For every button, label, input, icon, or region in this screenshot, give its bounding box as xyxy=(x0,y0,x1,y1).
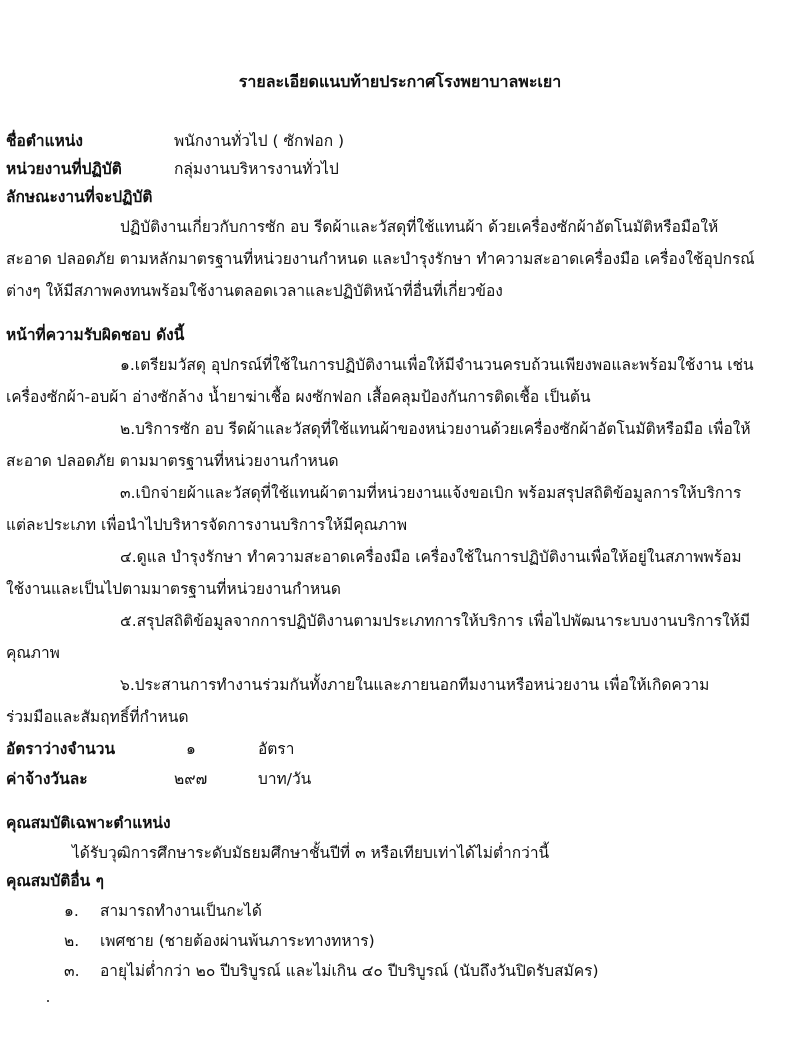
vacancy-label: อัตราว่างจำนวน xyxy=(6,740,116,758)
duty-item-continuation: สะอาด ปลอดภัย ตามมาตรฐานที่หน่วยงานกำหนด xyxy=(6,452,339,470)
department-value: กลุ่มงานบริหารงานทั่วไป xyxy=(174,160,339,178)
duty-item-continuation: คุณภาพ xyxy=(6,644,60,662)
duty-item-continuation: ใช้งานและเป็นไปตามมาตรฐานที่หน่วยงานกำหนด xyxy=(6,580,341,598)
vacancy-number: ๑ xyxy=(186,740,196,758)
other-qual-item-number: ๒. xyxy=(64,932,80,950)
duty-item-continuation: เครื่องซักผ้า-อบผ้า อ่างซักล้าง น้ำยาฆ่าเชื้อ ผงซักฟอก เสื้อคลุมป้องกันการติดเชื้อ เป็นต้น xyxy=(6,388,591,406)
duty-item-first-line: ๑.เตรียมวัสดุ อุปกรณ์ที่ใช้ในการปฏิบัติงานเพื่อให้มีจำนวนครบถ้วนเพียงพอและพร้อมใช้งาน เช่น xyxy=(120,356,754,374)
duty-item-continuation: ร่วมมือและสัมฤทธิ์ที่กำหนด xyxy=(6,708,189,726)
job-nature-line: ต่างๆ ให้มีสภาพคงทนพร้อมใช้งานตลอดเวลาและปฏิบัติหน้าที่อื่นที่เกี่ยวข้อง xyxy=(6,282,503,300)
duty-item-first-line: ๔.ดูแล บำรุงรักษา ทำความสะอาดเครื่องมือ เครื่องใช้ในการปฏิบัติงานเพื่อให้อยู่ในสภาพพร้อม xyxy=(120,548,742,566)
duty-item-first-line: ๓.เบิกจ่ายผ้าและวัสดุที่ใช้แทนผ้าตามที่หน่วยงานแจ้งขอเบิก พร้อมสรุปสถิติข้อมูลการให้บริการ xyxy=(120,484,742,502)
vacancy-unit: อัตรา xyxy=(258,740,295,758)
specific-qual-text: ได้รับวุฒิการศึกษาระดับมัธยมศึกษาชั้นปีที่ ๓ หรือเทียบเท่าได้ไม่ต่ำกว่านี้ xyxy=(72,844,550,862)
other-qual-item-text: สามารถทำงานเป็นกะได้ xyxy=(100,902,262,920)
duty-item-continuation: แต่ละประเภท เพื่อนำไปบริหารจัดการงานบริการให้มีคุณภาพ xyxy=(6,516,408,534)
duties-heading: หน้าที่ความรับผิดชอบ ดังนี้ xyxy=(6,326,185,344)
job-nature-heading: ลักษณะงานที่จะปฏิบัติ xyxy=(6,188,153,206)
other-qual-item-number: ๓. xyxy=(64,962,80,980)
duty-item-first-line: ๒.บริการซัก อบ รีดผ้าและวัสดุที่ใช้แทนผ้าของหน่วยงานด้วยเครื่องซักผ้าอัตโนมัติหรือมือ เพื่อให้ xyxy=(120,420,751,438)
job-nature-line: สะอาด ปลอดภัย ตามหลักมาตรฐานที่หน่วยงานกำหนด และบำรุงรักษา ทำความสะอาดเครื่องมือ เครื่องใช้อุปกรณ์ xyxy=(6,250,755,268)
page-title: รายละเอียดแนบท้ายประกาศโรงพยาบาลพะเยา xyxy=(238,72,562,91)
other-qual-item-number: ๑. xyxy=(64,902,79,920)
job-nature-line: ปฏิบัติงานเกี่ยวกับการซัก อบ รีดผ้าและวัสดุที่ใช้แทนผ้า ด้วยเครื่องซักผ้าอัตโนมัติหรือมือให้ xyxy=(120,218,719,236)
scan-speck xyxy=(47,1000,49,1002)
wage-unit: บาท/วัน xyxy=(258,770,312,788)
other-qual-item-text: อายุไม่ต่ำกว่า ๒๐ ปีบริบูรณ์ และไม่เกิน ๔๐ ปีบริบูรณ์ (นับถึงวันปิดรับสมัคร) xyxy=(100,962,599,980)
wage-number: ๒๙๗ xyxy=(174,770,208,788)
department-label: หน่วยงานที่ปฏิบัติ xyxy=(6,160,122,178)
position-value: พนักงานทั่วไป ( ซักฟอก ) xyxy=(174,132,345,150)
duty-item-first-line: ๕.สรุปสถิติข้อมูลจากการปฏิบัติงานตามประเภทการให้บริการ เพื่อไปพัฒนาระบบงานบริการให้มี xyxy=(120,612,751,630)
position-label: ชื่อตำแหน่ง xyxy=(6,132,83,150)
other-qual-heading: คุณสมบัติอื่น ๆ xyxy=(6,872,104,890)
specific-qual-heading: คุณสมบัติเฉพาะตำแหน่ง xyxy=(6,814,171,832)
duty-item-first-line: ๖.ประสานการทำงานร่วมกันทั้งภายในและภายนอกทีมงานหรือหน่วยงาน เพื่อให้เกิดความ xyxy=(120,676,710,694)
wage-label: ค่าจ้างวันละ xyxy=(6,770,88,788)
other-qual-item-text: เพศชาย (ชายต้องผ่านพ้นภาระทางทหาร) xyxy=(100,932,375,950)
